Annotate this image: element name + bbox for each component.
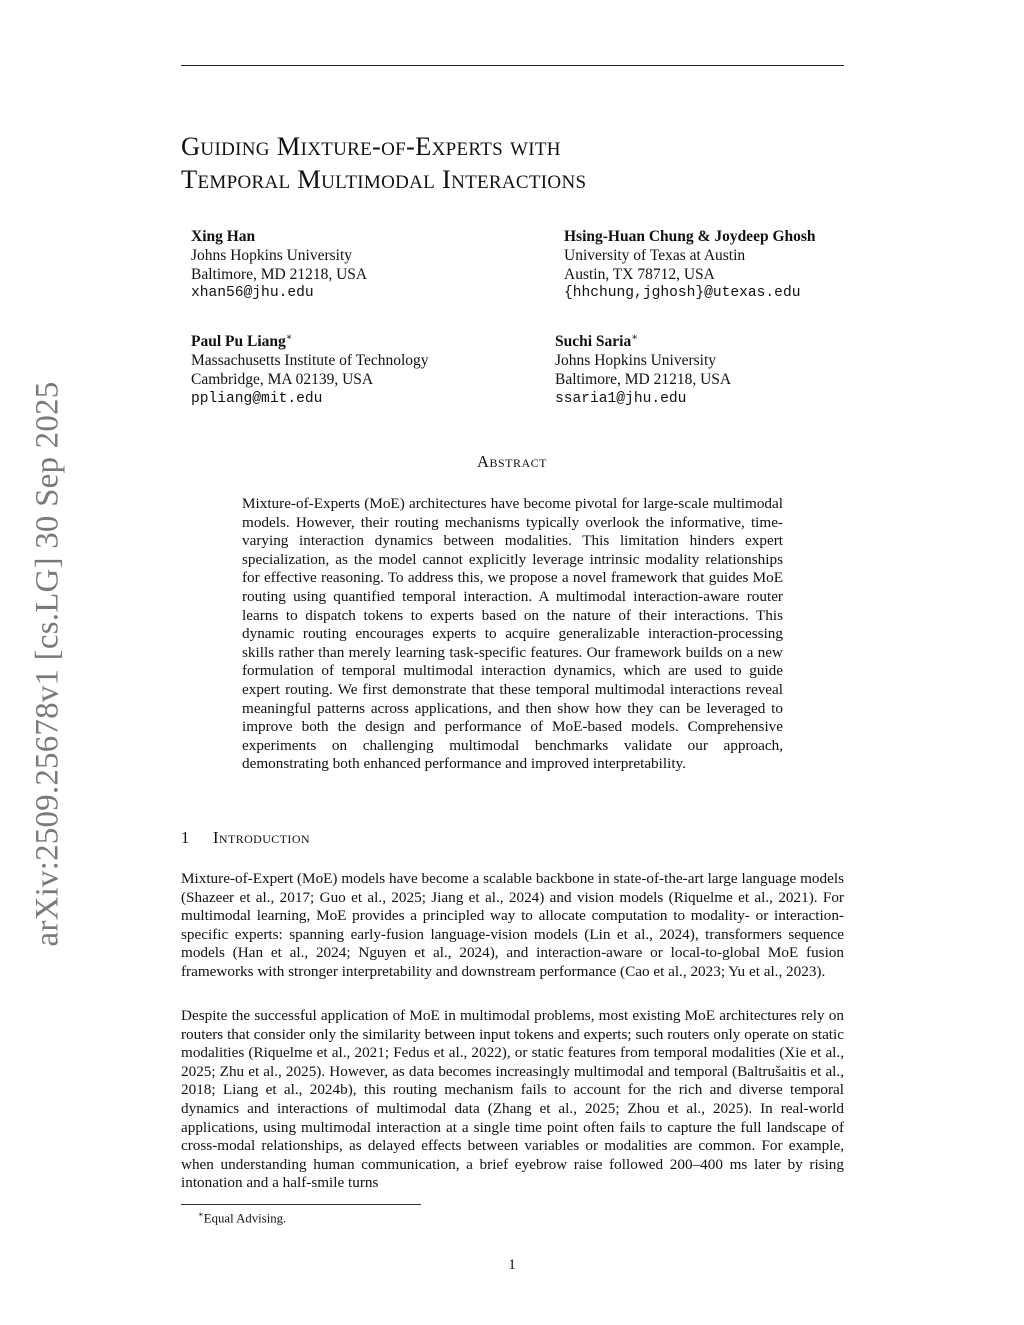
title-line-1: Guiding Mixture-of-Experts with [181,131,561,161]
page-number: 1 [508,1257,516,1273]
intro-paragraph-1: Mixture-of-Expert (MoE) models have become a scalable backbone in state-of-the-art large language models (Shazeer et al., 2017; Guo et al., 2025; Jiang et al., 2024) and vision models (Riquelme et al., 2021). For multimodal learning, MoE provides a principled way to allocate computation to modality- or interaction-specific experts: spanning early-fusion language-vision models (Lin et al., 2024), transformers sequence models (Han et al., 2024; Nguyen et al., 2024), and interaction-aware or local-to-global MoE fusion frameworks with stronger interpretability and downstream performance (Cao et al., 2023; Yu et al., 2023). [181,870,844,980]
equal-advising-mark: ∗ [285,332,293,343]
author-address: Austin, TX 78712, USA [564,265,715,283]
author-affiliation: Johns Hopkins University [555,351,717,369]
author-block-1 [191,228,367,303]
author-affiliation: University of Texas at Austin [564,246,746,264]
author-email[interactable]: ppliang@mit.edu [191,390,323,407]
abstract-heading: Abstract [477,452,547,471]
author-address: Baltimore, MD 21218, USA [555,370,732,388]
author-name: Hsing-Huan Chung & Joydeep Ghosh [564,228,816,245]
author-email[interactable]: ssaria1@jhu.edu [555,390,687,407]
footnote-text: Equal Advising. [203,1211,287,1226]
author-affiliation: Johns Hopkins University [191,246,353,264]
abstract-text: Mixture-of-Experts (MoE) architectures have become pivotal for large-scale multimodal models. However, their routing mechanisms typically overlook the informative, time-varying interaction dynamics between modalities. This limitation hinders expert specialization, as the model cannot explicitly leverage intrinsic modality relationships for effective reasoning. To address this, we propose a novel framework that guides MoE routing using quantified temporal interaction. A multimodal interaction-aware router learns to dispatch tokens to experts based on the nature of their interactions. This dynamic routing encourages experts to acquire generalizable interaction-processing skills rather than merely learning task-specific features. Our framework builds on a new formulation of temporal multimodal interaction dynamics, which are used to guide expert routing. We first demonstrate that these temporal multimodal interactions reveal meaningful patterns across applications, and then show how they can be leveraged to improve both the design and performance of MoE-based models. Comprehensive experiments on challenging multimodal benchmarks validate our approach, demonstrating both enhanced performance and improved interpretability. [242,495,783,773]
author-block-2 [564,228,816,303]
author-name: Xing Han [191,228,256,245]
author-name: Suchi Saria∗ [555,332,639,351]
equal-advising-mark: ∗ [631,332,639,343]
author-block-3 [191,329,429,408]
footnote-rule [181,1204,421,1205]
intro-paragraph-2: Despite the successful application of MoE in multimodal problems, most existing MoE architectures rely on routers that consider only the similarity between input tokens and experts; such routers only operate on static modalities (Riquelme et al., 2021; Fedus et al., 2022), or static features from temporal modalities (Xie et al., 2025; Zhu et al., 2025). However, as data becomes increasingly multimodal and temporal (Baltrušaitis et al., 2018; Liang et al., 2024b), this routing mechanism fails to account for the rich and diverse temporal dynamics and interactions of multimodal data (Zhang et al., 2025; Zhou et al., 2025). In real-world applications, using multimodal interaction at a single time point often fails to capture the full landscape of cross-modal relationships, as delayed effects between variables or modalities are common. For example, when understanding human communication, a brief eyebrow raise followed 200–400 ms later by rising intonation and a half-smile turns [181,1007,844,1192]
paper-title [181,130,844,196]
header-rule [181,65,844,66]
footnote [198,1209,286,1226]
footnote-mark: ∗ [198,1209,204,1219]
section-heading-introduction [181,828,310,848]
author-block-4 [555,329,731,408]
author-email[interactable]: {hhchung,jghosh}@utexas.edu [564,285,801,302]
title-line-2: Temporal Multimodal Interactions [181,164,587,194]
author-address: Baltimore, MD 21218, USA [191,265,368,283]
author-name: Paul Pu Liang∗ [191,332,293,351]
section-number: 1 [181,828,190,847]
author-affiliation: Massachusetts Institute of Technology [191,351,429,369]
arxiv-stamp[interactable]: arXiv:2509.25678v1 [cs.LG] 30 Sep 2025 [29,381,66,947]
author-address: Cambridge, MA 02139, USA [191,370,374,388]
author-email[interactable]: xhan56@jhu.edu [191,285,314,302]
section-title: Introduction [213,828,310,847]
